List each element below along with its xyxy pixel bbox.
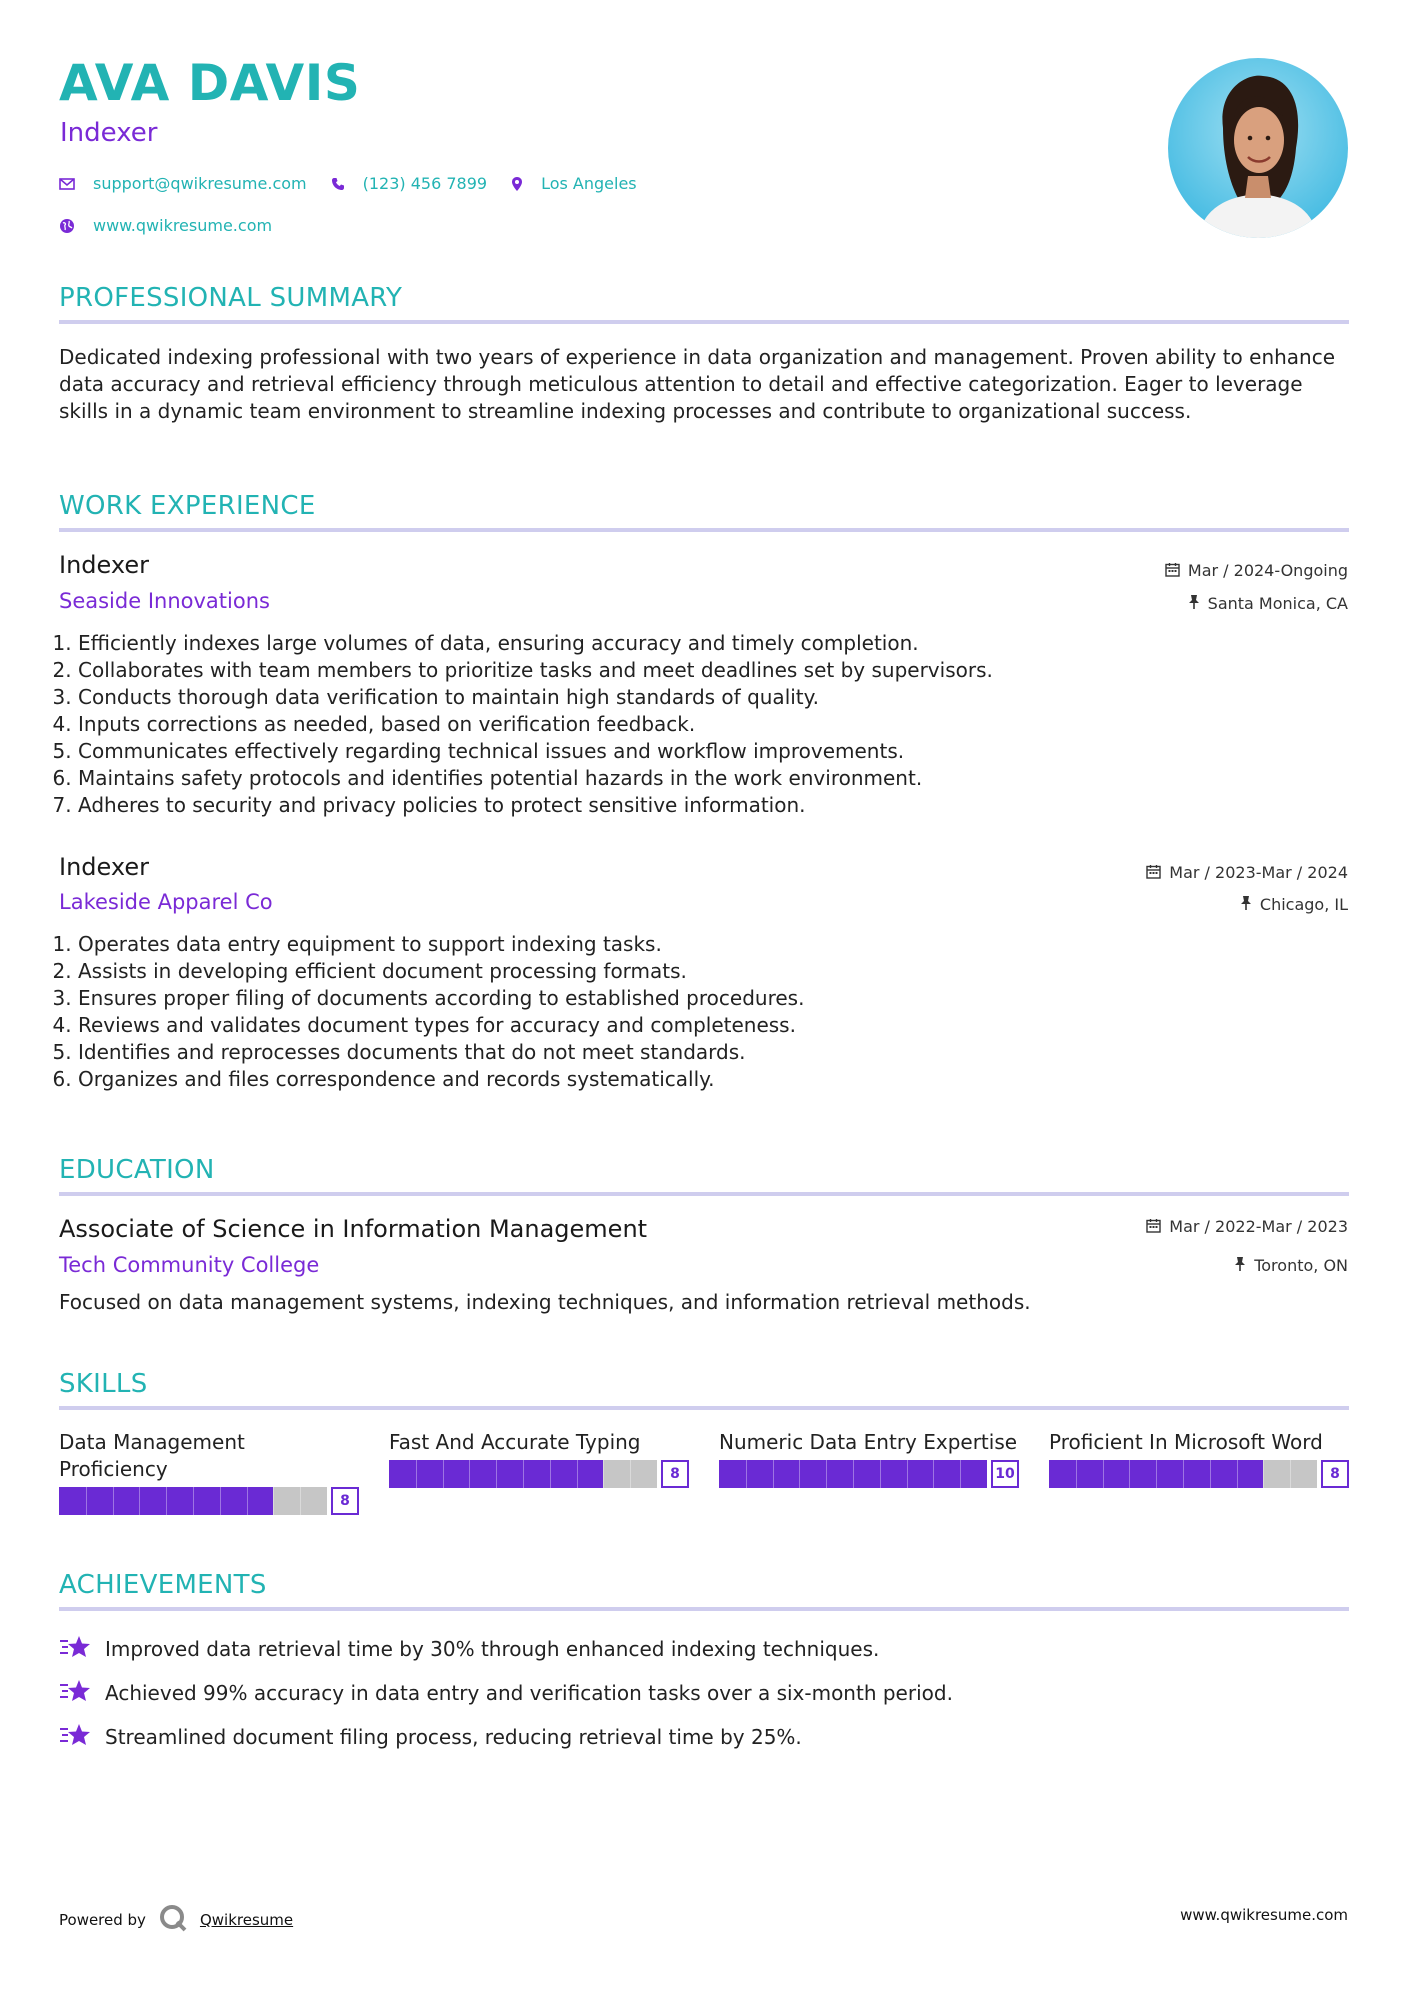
skill-bar-segment: [300, 1487, 301, 1515]
globe-icon: [59, 218, 75, 234]
skill-bar-segment: [1183, 1460, 1184, 1488]
job-company: Seaside Innovations: [59, 589, 270, 613]
skill-bar-segment: [247, 1487, 248, 1515]
achievement-item: [59, 1678, 953, 1707]
list-item: 6. Organizes and files correspondence and records systematically.: [78, 1066, 1328, 1093]
skill-name: Numeric Data Entry Expertise: [719, 1430, 1018, 1454]
job-location-text: Chicago, IL: [1259, 894, 1348, 914]
list-item: 5. Communicates effectively regarding technical issues and workflow improvements.: [78, 738, 1328, 765]
skill-bar-segment: [826, 1460, 827, 1488]
list-item: 3. Ensures proper filing of documents according to established procedures.: [78, 985, 1328, 1012]
list-item: 4. Reviews and validates document types for accuracy and completeness.: [78, 1012, 1328, 1039]
list-item: 7. Adheres to security and privacy policies to protect sensitive information.: [78, 792, 1328, 819]
job-company: Lakeside Apparel Co: [59, 890, 273, 914]
star-icon: [59, 1678, 91, 1707]
skill-level-bar: [59, 1487, 359, 1515]
skill-bar-segment: [799, 1460, 800, 1488]
candidate-role: Indexer: [60, 118, 158, 148]
skill-bar-segment: [1076, 1460, 1077, 1488]
skills-heading: SKILLS: [59, 1369, 148, 1399]
star-icon: [59, 1634, 91, 1663]
skill-bar-segment: [933, 1460, 934, 1488]
footer-powered-by: [59, 1903, 293, 1937]
skill-bar-segment: [773, 1460, 774, 1488]
skill-score-badge: 8: [1321, 1460, 1349, 1488]
skill-bar-segment: [630, 1460, 631, 1488]
location-text: Los Angeles: [541, 174, 637, 193]
footer-website-link[interactable]: www.qwikresume.com: [1180, 1906, 1348, 1924]
skill-bar-segment: [907, 1460, 908, 1488]
skill-name: Data Management Proficiency: [59, 1430, 245, 1481]
skill-bar-segment: [550, 1460, 551, 1488]
skill-bar-segment: [1237, 1460, 1238, 1488]
skill-score-badge: 8: [331, 1487, 359, 1515]
skill-bar-segment: [880, 1460, 881, 1488]
skill-score-badge: 8: [661, 1460, 689, 1488]
experience-divider: [59, 528, 1349, 532]
education-divider: [59, 1192, 1349, 1196]
education-heading: EDUCATION: [59, 1155, 215, 1185]
candidate-name: AVA DAVIS: [59, 54, 361, 112]
list-item: 2. Assists in developing efficient document processing formats.: [78, 958, 1328, 985]
achievements-heading: ACHIEVEMENTS: [59, 1570, 267, 1600]
job-location-text: Santa Monica, CA: [1207, 593, 1348, 613]
pushpin-icon: [1188, 594, 1200, 613]
skill-bar-segment: [416, 1460, 417, 1488]
star-icon: [59, 1722, 91, 1751]
powered-by-label: Powered by: [59, 1911, 146, 1929]
skill-score-badge: 10: [991, 1460, 1019, 1488]
skill-bar-segment: [496, 1460, 497, 1488]
job-title: Indexer: [59, 551, 149, 579]
skill-bar-segment: [86, 1487, 87, 1515]
degree-title: Associate of Science in Information Management: [59, 1215, 648, 1243]
skill-bar-segment: [273, 1487, 274, 1515]
skill-bar-segment: [166, 1487, 167, 1515]
skill-item: [389, 1429, 689, 1488]
summary-heading: PROFESSIONAL SUMMARY: [59, 283, 403, 313]
contact-row-1: [59, 176, 637, 192]
skill-bar-segment: [1263, 1460, 1264, 1488]
summary-text: Dedicated indexing professional with two years of experience in data organization and management. Proven ability to enhance data accuracy and retrieval efficiency through meticulous attention to detail and effective categorization. Eager to leverage skills in a dynamic team environment to streamline indexing processes and contribute to organizational success.: [59, 345, 1336, 423]
list-item: 6. Maintains safety protocols and identifies potential hazards in the work environment.: [78, 765, 1328, 792]
skill-bar-segment: [1210, 1460, 1211, 1488]
job-location: [1240, 895, 1348, 914]
skill-bar-segment: [1156, 1460, 1157, 1488]
job-duties-list: [48, 931, 1328, 1093]
location-pin-icon: [511, 176, 523, 192]
skill-bar-segment: [746, 1460, 747, 1488]
achievement-text: Streamlined document filing process, reducing retrieval time by 25%.: [105, 1724, 802, 1749]
website-link[interactable]: www.qwikresume.com: [93, 216, 273, 235]
skill-item: [719, 1429, 1019, 1488]
job-dates-text: Mar / 2024-Ongoing: [1187, 561, 1348, 580]
skill-item: [59, 1429, 359, 1515]
skill-bar-segment: [220, 1487, 221, 1515]
list-item: 5. Identifies and reprocesses documents that do not meet standards.: [78, 1039, 1328, 1066]
footer-brand-link[interactable]: Qwikresume: [199, 1911, 294, 1929]
pushpin-icon: [1240, 895, 1252, 914]
summary-divider: [59, 320, 1349, 324]
experience-heading: WORK EXPERIENCE: [59, 491, 316, 521]
profile-photo: [1168, 58, 1348, 238]
skill-bar-segment: [443, 1460, 444, 1488]
skill-bar-segment: [1103, 1460, 1104, 1488]
job-dates-text: Mar / 2023-Mar / 2024: [1169, 863, 1348, 882]
school-name: Tech Community College: [59, 1253, 320, 1277]
skill-name: Fast And Accurate Typing: [389, 1430, 641, 1454]
skill-bar-segment: [577, 1460, 578, 1488]
education-location: [1234, 1256, 1348, 1275]
job-location: [1188, 594, 1348, 613]
education-dates-text: Mar / 2022-Mar / 2023: [1169, 1217, 1348, 1236]
job-title: Indexer: [59, 853, 149, 881]
list-item: 4. Inputs corrections as needed, based on verification feedback.: [78, 711, 1328, 738]
envelope-icon: [59, 177, 75, 191]
calendar-icon: [1146, 1218, 1161, 1236]
skill-item: [1049, 1429, 1349, 1488]
email-link[interactable]: support@qwikresume.com: [93, 174, 307, 193]
list-item: 3. Conducts thorough data verification to maintain high standards of quality.: [78, 684, 1328, 711]
skill-bar-segment: [139, 1487, 140, 1515]
list-item: 2. Collaborates with team members to prioritize tasks and meet deadlines set by supervisors.: [78, 657, 1328, 684]
skill-bar-segment: [1290, 1460, 1291, 1488]
phone-icon: [331, 177, 345, 191]
skill-bar-segment: [193, 1487, 194, 1515]
contact-row-2: [59, 218, 272, 234]
pushpin-icon: [1234, 1256, 1246, 1275]
job-dates: [1165, 562, 1348, 580]
skill-bar-segment: [523, 1460, 524, 1488]
calendar-icon: [1165, 562, 1180, 580]
achievement-text: Improved data retrieval time by 30% through enhanced indexing techniques.: [105, 1636, 880, 1661]
education-location-text: Toronto, ON: [1254, 1255, 1348, 1275]
achievements-divider: [59, 1607, 1349, 1611]
skill-bar-segment: [469, 1460, 470, 1488]
calendar-icon: [1146, 864, 1161, 882]
achievement-item: [59, 1634, 879, 1663]
list-item: 1. Operates data entry equipment to support indexing tasks.: [78, 931, 1328, 958]
skill-name: Proficient In Microsoft Word: [1049, 1430, 1323, 1454]
education-dates: [1146, 1218, 1348, 1236]
skill-bar-segment: [960, 1460, 961, 1488]
achievement-text: Achieved 99% accuracy in data entry and verification tasks over a six-month period.: [105, 1680, 953, 1705]
skill-bar-segment: [113, 1487, 114, 1515]
skill-bar-segment: [603, 1460, 604, 1488]
phone-number[interactable]: (123) 456 7899: [362, 174, 488, 193]
job-duties-list: [48, 630, 1328, 819]
skill-level-bar: [1049, 1460, 1349, 1488]
skill-bar-segment: [1129, 1460, 1130, 1488]
skill-bar-segment: [853, 1460, 854, 1488]
skill-level-bar: [389, 1460, 689, 1488]
qwikresume-logo-icon: [158, 1903, 188, 1937]
skills-divider: [59, 1406, 1349, 1410]
achievement-item: [59, 1722, 802, 1751]
job-dates: [1146, 864, 1348, 882]
education-description: Focused on data management systems, indexing techniques, and information retrieval methods.: [59, 1290, 1031, 1314]
list-item: 1. Efficiently indexes large volumes of data, ensuring accuracy and timely completion.: [78, 630, 1328, 657]
skill-level-bar: [719, 1460, 1019, 1488]
